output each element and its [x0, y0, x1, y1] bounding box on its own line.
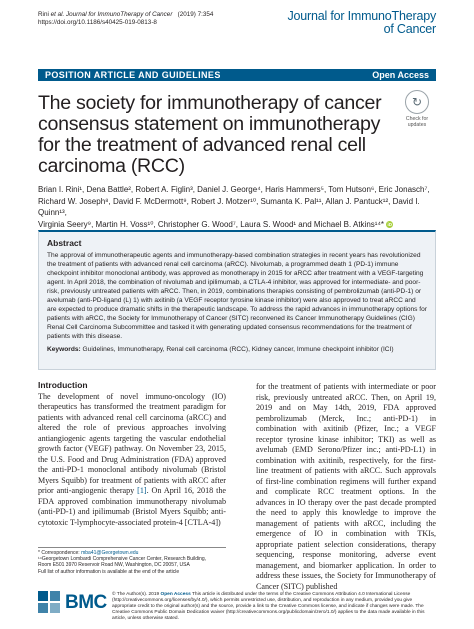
license-statement: © The Author(s). 2019 Open Access This article is distributed under the terms of the Creative Commons Attribution 4.0 International License (http://creativecommons.org/licenses/by/4.0/), which permits unrestricted use, distribution, and reproduction in any medium, provided you give appropriate credit to the original author(s) and the source, provide a link to the Creative Commons license, and indicate if changes were made. The Creative Commons Public Domain Dedication waiver (http://creativecommons.org/publicdomain/zero/1.0/) applies to the data made available in this article, unless otherwise stated. — [112, 592, 425, 621]
citation-link[interactable]: [1] — [137, 486, 147, 495]
introduction-heading: Introduction — [38, 380, 88, 390]
citation-line: Rini et al. Journal for ImmunoTherapy of Cancer (2019) 7:354 — [38, 11, 214, 18]
check-for-updates-icon: ↻ — [405, 90, 429, 114]
abstract-box — [38, 230, 436, 370]
author-list: Brian I. Rini¹, Dena Battle², Robert A. Figlin³, Daniel J. George⁴, Haris Hammers⁵, Tom Hutson⁶, Eric Jonasch⁷, Richard W. Joseph⁸, David F. McDermott⁹, Robert J. Motzer¹⁰, Sumanta K. Pal¹¹, Allan J. Pantuck¹², David I. Quinn¹³, Virginia Seery⁹, Martin H. Voss¹⁰, Christopher G. Wood⁷, Laura S. Wood¹ and Michael B. Atkins¹⁴* iD — [38, 185, 430, 229]
open-access-label: Open Access — [372, 70, 429, 80]
body-column-left — [38, 380, 226, 528]
article-type-label: POSITION ARTICLE AND GUIDELINES — [45, 70, 221, 80]
journal-name: Journal for ImmunoTherapy of Cancer — [287, 9, 436, 36]
running-header — [38, 11, 213, 27]
orcid-icon[interactable]: iD — [387, 221, 392, 227]
correspondence-footnote: * Correspondence: mba41@Georgetown.edu ¹⁴Georgetown Lombardi Comprehensive Cancer Center, Research Building, Room E501 3970 Reservoir Road NW, Washington, DC 20057, USA Full list of author information is available at the end of the article — [38, 550, 207, 575]
bmc-logo-icon — [38, 591, 62, 615]
correspondence-email-link[interactable]: mba41@Georgetown.edu — [81, 550, 139, 556]
footnote-divider — [38, 547, 226, 548]
keywords: Keywords: Guidelines, Immunotherapy, Renal cell carcinoma (RCC), Kidney cancer, Immune checkpoint inhibitor (ICI) — [47, 346, 394, 353]
doi-link[interactable]: https://doi.org/10.1186/s40425-019-0813-8 — [38, 19, 157, 26]
article-type-banner — [38, 69, 436, 81]
bmc-logo: BMC — [38, 590, 108, 616]
abstract-heading: Abstract — [47, 238, 82, 248]
article-title: The society for immunotherapy of cancer consensus statement on immunotherapy for the treatment of advanced renal cell carcinoma (RCC) — [38, 92, 382, 177]
body-column-right: for the treatment of patients with intermediate or poor risk, previously untreated aRCC. Then, on April 19, 2019 and on May 14th, 2019, FDA approved pembrolizumab (Merck, Inc.; anti-PD-1) in combination with axitinib (Pfizer, Inc.; a VEGF receptor tyrosine kinase inhibitor; TKI) as well as avelumab (EMD Serono/Pfizer inc.; anti-PD-L1) in combination with axitinib, respectively, for the first-line treatment of patients with aRCC. Such approvals of first-line combination regimens will further expand and complicate RCC treatment options. In the advances in IO therapy over the past decade prompted the need to apply this knowledge to improve the management of patients with aRCC, including the emergence of IO in combination with TKIs, appropriate patient selection considerations, therapy sequencing, response monitoring, adverse event management, and biomarker application. In order to address these issues, the Society for Immunotherapy of Cancer (SITC) published — [256, 382, 436, 591]
introduction-text: The development of novel immuno-oncology (IO) therapeutics has transformed the treatment paradigm for patients with advanced renal cell carcinoma (aRCC) and altered the role of previous approaches involving antiangiogenic agents targeting the vascular endothelial growth factor (VEGF) pathway. On November 23, 2015, the U.S. Food and Drug Administration (FDA) approved the anti-PD-1 monoclonal antibody nivolumab (Bristol Myers Squibb) for treatment of patients with aRCC after prior anti-angiogenic therapy [1]. On April 16, 2018 the FDA approved combination immunotherapy nivolumab (anti-PD-1) and ipilimumab (Bristol Myers Squibb; anti-cytotoxic T-lymphocyte-associated protein-4 [CTLA-4]) — [38, 391, 226, 527]
check-for-updates-button[interactable]: ↻ Check for updates — [399, 90, 435, 128]
abstract-text: The approval of immunotherapeutic agents and immunotherapy-based combination strategies in recent years has revolutionized the treatment of patients with advanced renal cell carcinoma (aRCC). Nivolumab, a programmed death 1 (PD-1) immune checkpoint inhibitor monoclonal antibody, was approved as monotherapy in 2015 for aRCC after treatment with a VEGF-targeting agent. In April 2018, the combination of nivolumab and ipilimumab, a CTLA-4 inhibitor, was approved for intermediate- and poor-risk, previously untreated patients with aRCC. Then, in 2019, combinations therapies consisting of pembrolizumab (anti-PD-1) or avelumab (anti-PD-ligand (L) 1) with axitinib (a VEGF receptor tyrosine kinase inhibitor) were also approved to treat aRCC and are expected to produce dramatic shifts in the therapeutic landscape. To address the rapid advances in immunotherapy options for patients with aRCC, the Society for Immunotherapy of Cancer (SITC) reconvened its Cancer Immunotherapy Guidelines (CIG) Renal Cell Carcinoma Subcommittee and tasked it with generating updated consensus recommendations for the treatment of patients with this disease. — [47, 252, 427, 340]
